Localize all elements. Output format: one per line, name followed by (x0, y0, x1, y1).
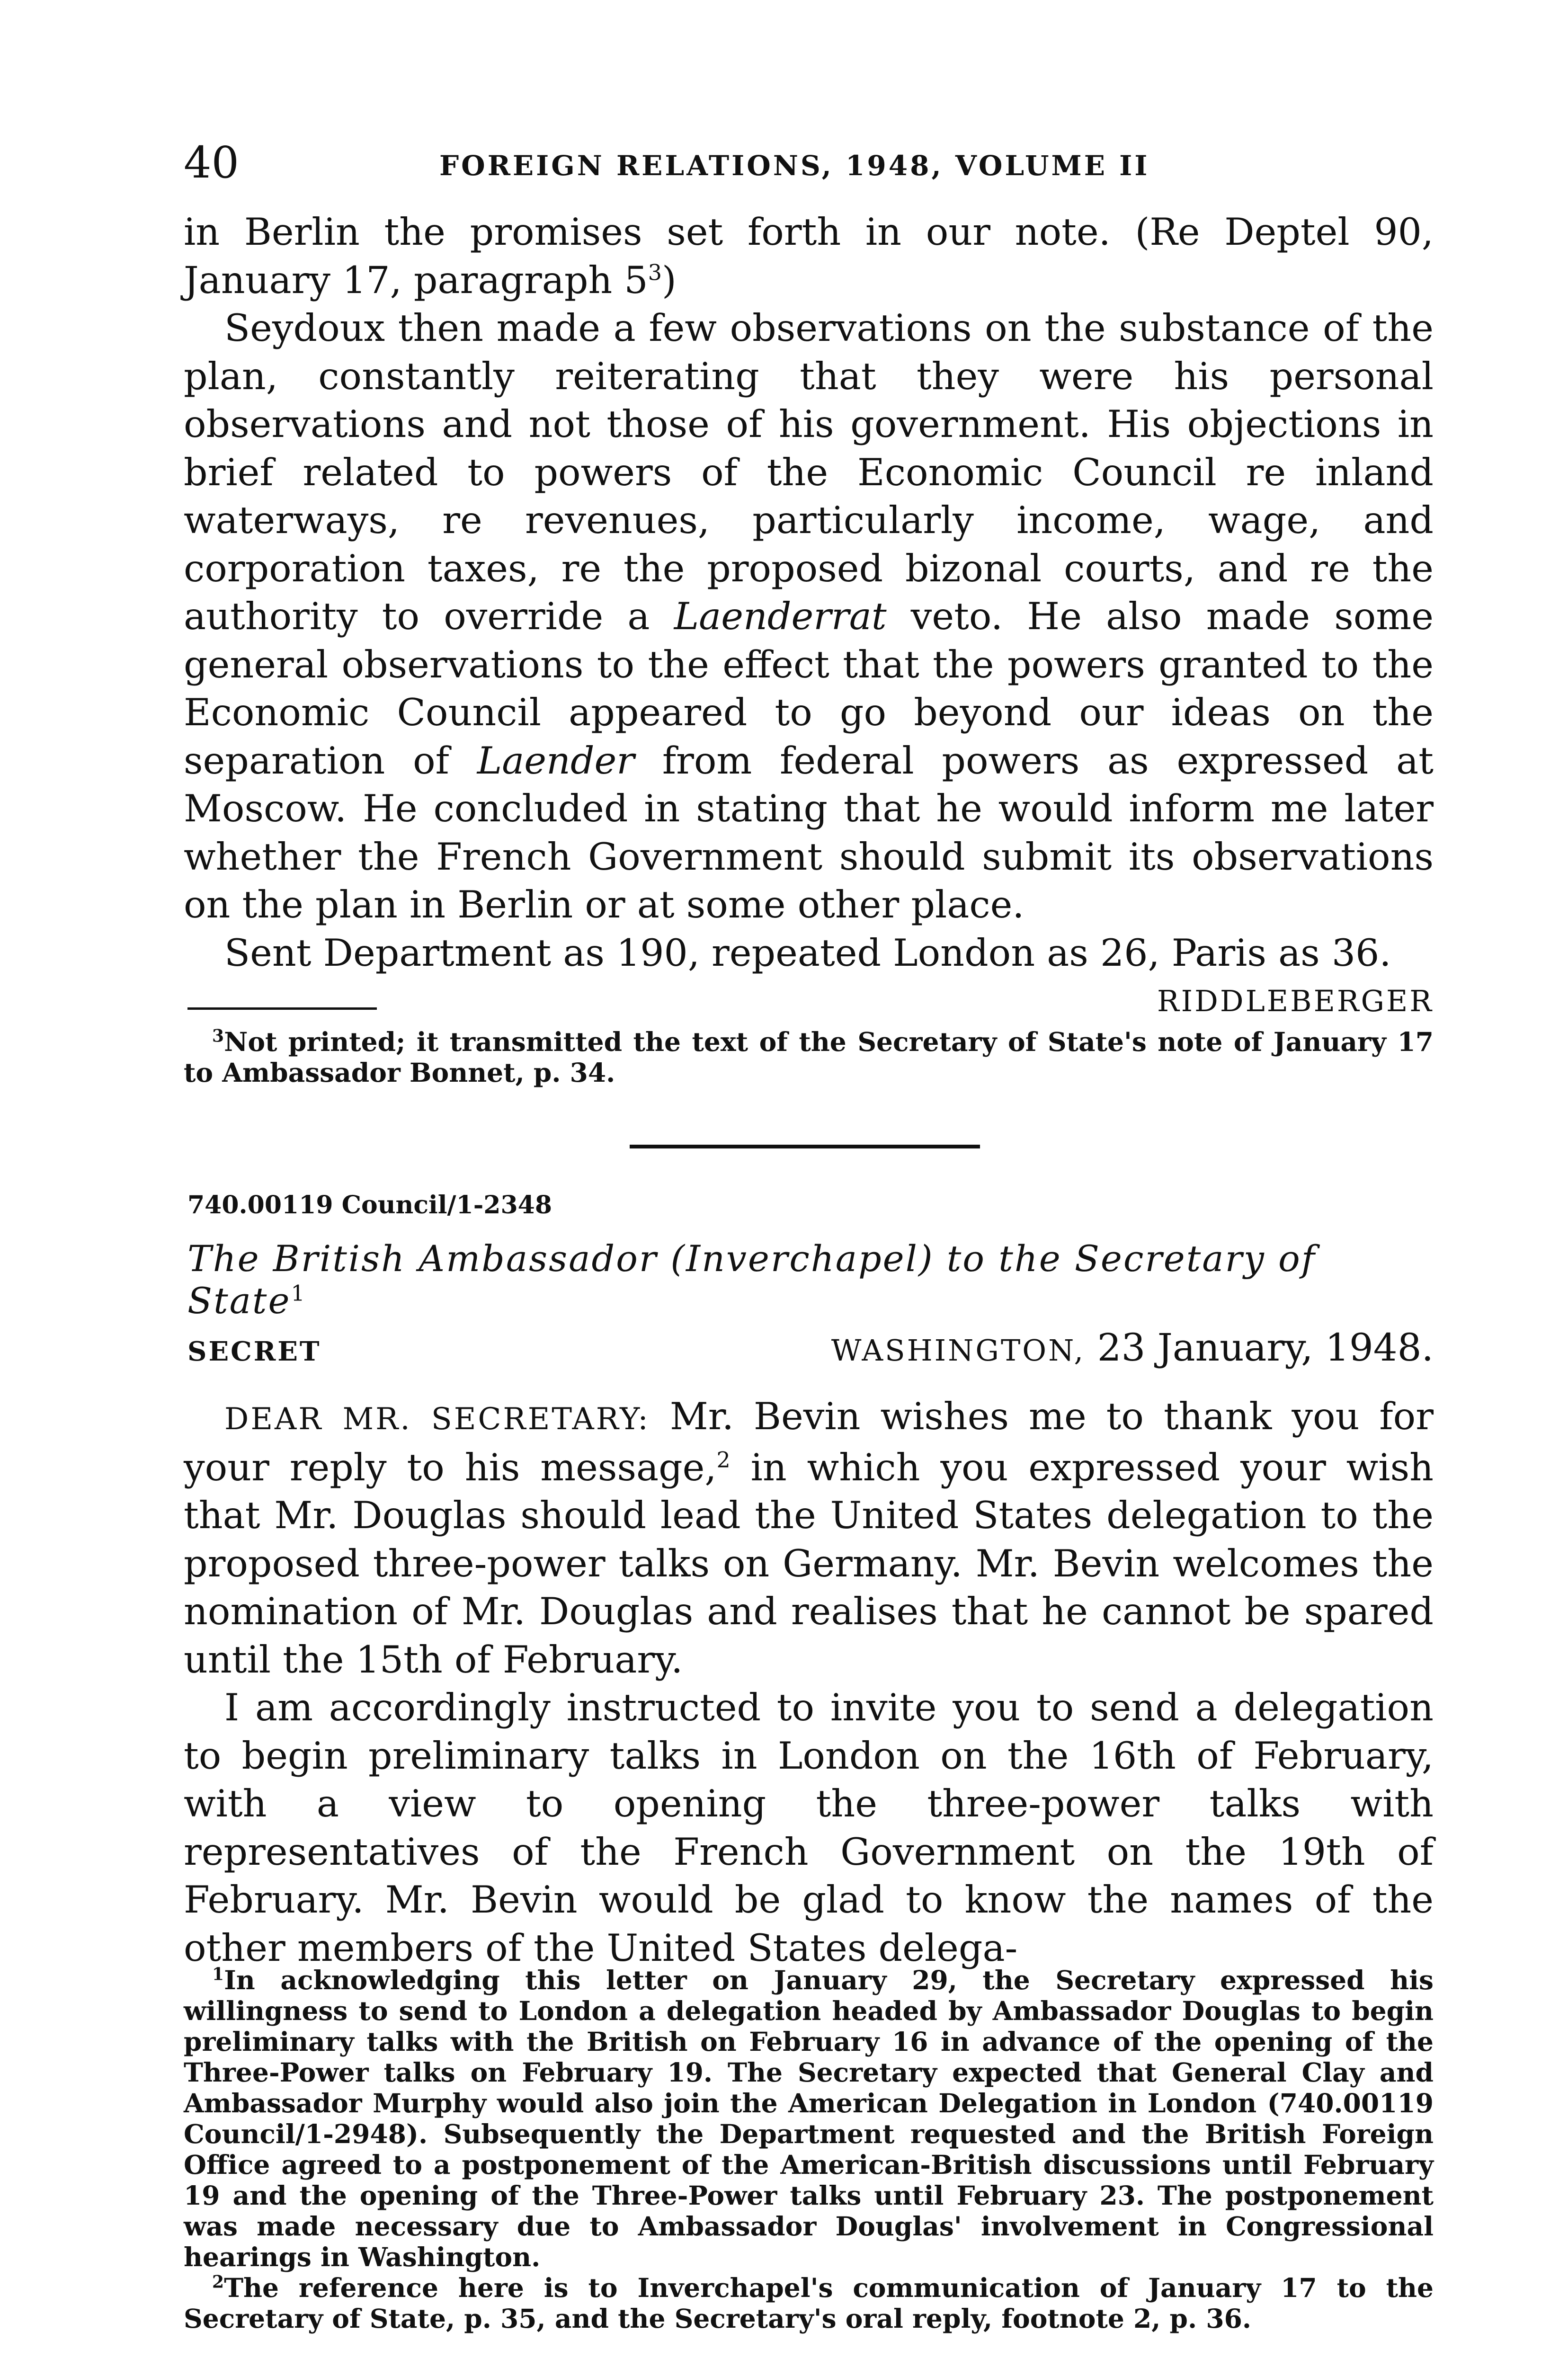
footnote-ref-3: 3 (648, 259, 662, 285)
dateline-date: 23 January, 1948. (1097, 1326, 1434, 1370)
letter-paragraph-2: I am accordingly instructed to invite you to send a delegation to begin preliminary talks in London on the 16th of February, with a view to opening the three-power talks with representatives of the French Government on the 19th of February. Mr. Bevin would be glad to know the names of the other members of the United States delega- (184, 1686, 1434, 1970)
footnote-2: $^2$The reference here is to Inverchapel's communication of January 17 to the Secretary of State, p. 35, and the Secretary's oral reply, footnote 2, p. 36. (184, 2272, 1434, 2334)
file-number: 740.00119 Council/1-2348 (187, 1191, 552, 1219)
footnote-3: $^3$Not printed; it transmitted the text of the Secretary of State's note of January 17 to Ambassador Bonnet, p. 34. (184, 1026, 1434, 1088)
italic-term: Laender (477, 739, 635, 783)
document-title: The British Ambassador (Inverchapel) to the Secretary of State$^1$ (187, 1237, 1316, 1322)
footnote-ref-1: 1 (291, 1280, 306, 1306)
continued-letter (184, 208, 1434, 1025)
running-head: FOREIGN RELATIONS, 1948, VOLUME II (439, 150, 1150, 182)
footnotes-bottom (184, 1965, 1434, 2334)
page-header (184, 137, 1434, 189)
section-separator (630, 1145, 980, 1148)
dateline (831, 1326, 1434, 1370)
footnote-1: $^1$In acknowledging this letter on January 29, the Secretary expressed his willingness to send to London a delegation headed by Ambassador Douglas to begin preliminary talks with the British on February 16 in advance of the opening of the Three-Power talks on February 19. The Secretary expected that General Clay and Ambassador Murphy would also join the American Delegation in London (740.00119 Council/1-2948). Subsequently the Department requested and the British Foreign Office agreed to a postponement of the American-British discussions until February 19 and the opening of the Three-Power talks until February 23. The postponement was made necessary due to Ambassador Douglas' involvement in Congressional hearings in Washington. (184, 1964, 1434, 2272)
italic-term: Laenderrat (674, 595, 887, 638)
dateline-place: WASHINGTON, (831, 1333, 1086, 1368)
footnote-top (184, 1026, 1434, 1088)
footnote-ref-2: 2 (716, 1447, 731, 1473)
letter-paragraph-1: DEAR MR. SECRETARY: Mr. Bevin wishes me to thank you for your reply to his message,$^2$ in which you expressed your wish that Mr. Douglas should lead the United States delegation to the proposed three-power talks on Germany. Mr. Bevin welcomes the nomination of Mr. Douglas and realises that he cannot be spared until the 15th of February. (184, 1395, 1434, 1682)
footnote-rule (187, 1007, 377, 1010)
classification: SECRET (187, 1336, 321, 1367)
continued-paragraph-1: in Berlin the promises set forth in our note. (Re Deptel 90, January 17, paragraph $5^3$) (184, 210, 1434, 302)
letter-body (184, 1393, 1434, 1972)
continued-paragraph-3: Sent Department as 190, repeated London as 26, Paris as 36. (224, 931, 1391, 975)
continued-paragraph-2: Seydoux then made a few observations on the substance of the plan, constantly reiterating that they were his personal observations and not those of his government. His objections in brief related to powers of the Economic Council re inland waterways, re revenues, particularly income, wage, and corporation taxes, re the proposed bizonal courts, and re the authority to override a Laenderrat veto. He also made some general observations to the effect that the powers granted to the Economic Council appeared to go beyond our ideas on the separation of Laender from federal powers as expressed at Moscow. He concluded in stating that he would inform me later whether the French Government should submit its observations on the plan in Berlin or at some other place. (184, 306, 1434, 926)
page-number: 40 (184, 137, 240, 188)
salutation: DEAR MR. SECRETARY: (224, 1402, 650, 1437)
signature: RIDDLEBERGER (1157, 984, 1434, 1018)
